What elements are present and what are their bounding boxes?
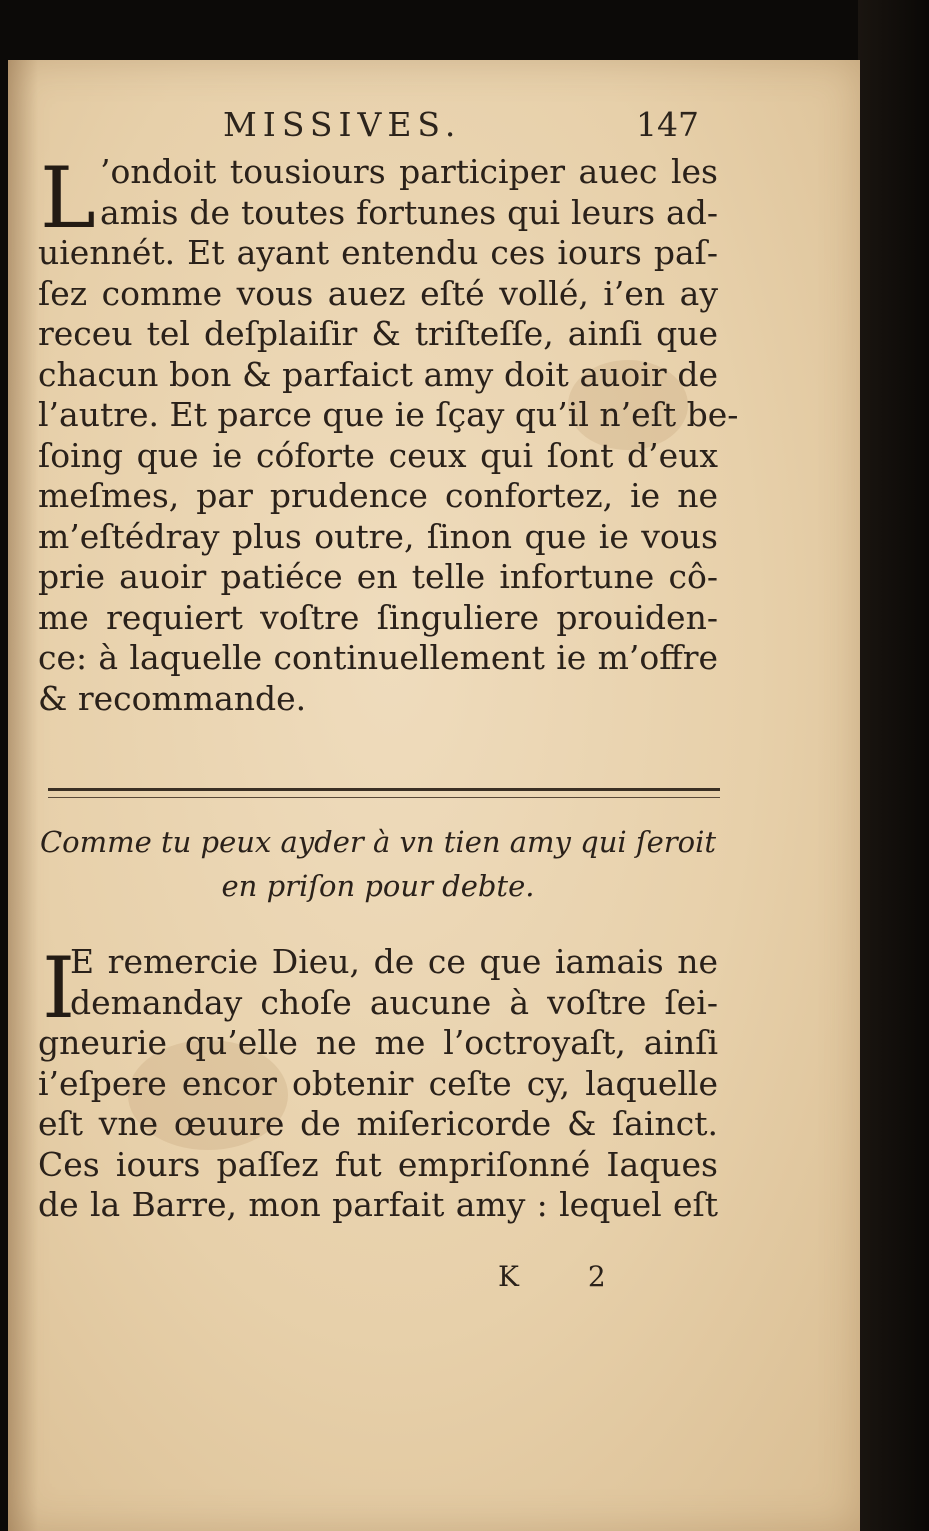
drop-cap-letter2: I <box>42 939 76 1037</box>
text-line: de la Barre, mon parfait amy : lequel eſt <box>38 1185 718 1224</box>
text-line: ſoing que ie cóforte ceux qui ſont d’eux <box>38 435 718 475</box>
section-divider <box>48 788 720 798</box>
page-gutter-shadow <box>8 60 38 1531</box>
text-line: E remercie Dieu, de ce que iamais ne <box>70 942 718 981</box>
text-line: demanday choſe aucune à voſtre ſei- <box>70 982 718 1022</box>
text-line: me requiert voſtre ſinguliere prouiden- <box>38 597 718 637</box>
letter1-body <box>38 149 739 719</box>
letter2-body <box>38 939 718 1226</box>
text-line: i’eſpere encor obtenir ceſte cy, laquelle <box>38 1063 718 1103</box>
running-header: MISSIVES. <box>223 105 462 144</box>
text-line: receu tel deſplaiſir & triſteſſe, ainſi que <box>38 314 718 353</box>
signature-mark: K 2 <box>498 1260 636 1293</box>
drop-cap-letter1: L <box>40 149 96 247</box>
page-number: 147 <box>636 105 699 144</box>
letter2-heading <box>38 820 718 908</box>
text-line: prie auoir patiéce en telle infortune cô- <box>38 557 718 596</box>
text-line: meſmes, par prudence confortez, ie ne <box>38 476 718 515</box>
text-line: m’eſtédray plus outre, ſinon que ie vous <box>38 516 718 556</box>
text-line: uiennét. Et ayant entendu ces iours paſ- <box>38 233 718 272</box>
text-line: amis de toutes fortunes qui leurs ad- <box>100 192 718 232</box>
heading-line: Comme tu peux ayder à vn tien amy qui ſeroit <box>39 825 717 859</box>
heading-line: en priſon pour debte. <box>221 869 535 903</box>
text-line: gneurie qu’elle ne me l’octroyaſt, ainſi <box>38 1023 718 1062</box>
text-line: ’ondoit tousiours participer auec les <box>100 152 718 191</box>
text-line: eſt vne œuure de miſericorde & ſainct. <box>38 1104 718 1143</box>
text-line: Ces iours paſſez fut empriſonné Iaques <box>38 1144 718 1184</box>
text-line: ſez comme vous auez eſté vollé, i’en ay <box>38 273 718 313</box>
text-line: & recommande. <box>38 678 307 718</box>
text-line: l’autre. Et parce que ie ſçay qu’il n’eſt be- <box>38 395 739 434</box>
book-edge-shadow <box>858 0 929 1531</box>
text-line: ce: à laquelle continuellement ie m’offre <box>38 638 718 677</box>
book-page <box>8 60 860 1531</box>
text-line: chacun bon & parfaict amy doit auoir de <box>38 354 718 394</box>
